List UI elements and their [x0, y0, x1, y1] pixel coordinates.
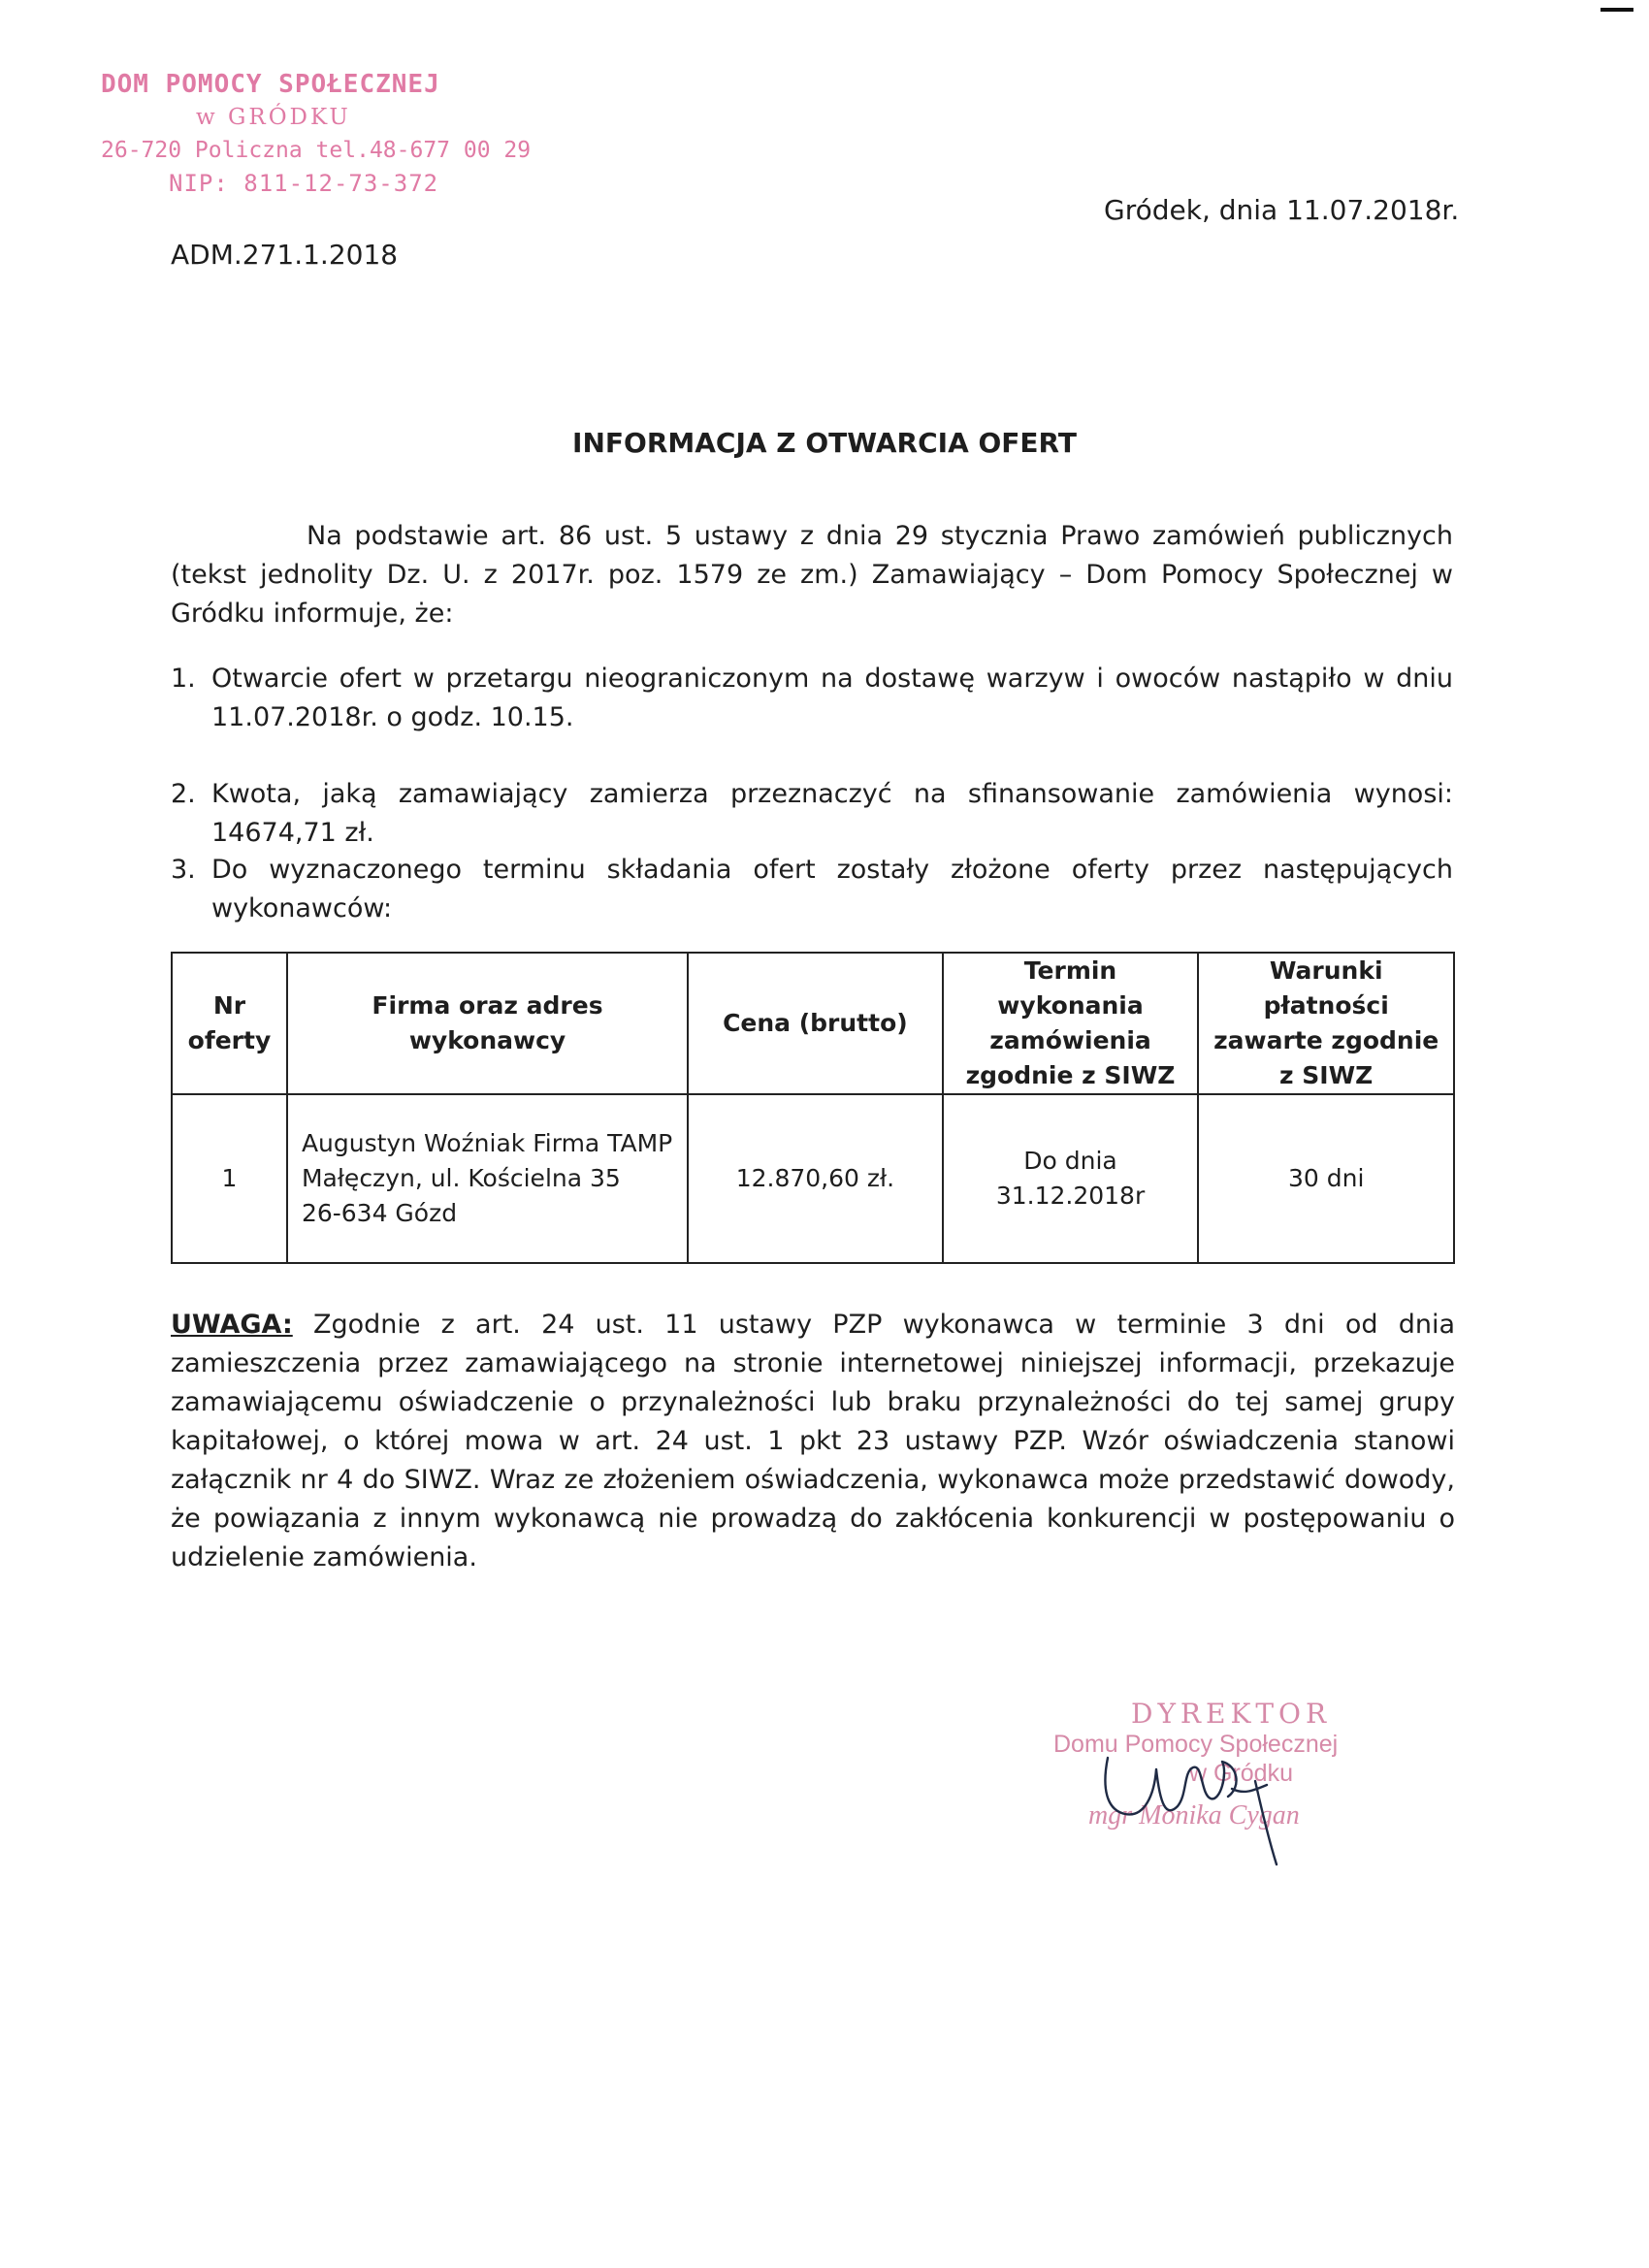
table-header-row	[172, 953, 1454, 1094]
note-text: Zgodnie z art. 24 ust. 11 ustawy PZP wykonawca w terminie 3 dni od dnia zamieszczenia przez zamawiającego na stronie internetowej niniejszej informacji, przekazuje zamawiającemu oświadczenie o przynależności lub braku przynależności do tej samej grupy kapitałowej, o której mowa w art. 24 ust. 1 pkt 23 ustawy PZP. Wzór oświadczenia stanowi załącznik nr 4 do SIWZ. Wraz ze złożeniem oświadczenia, wykonawca może przedstawić dowody, że powiązania z innym wykonawcą nie prowadzą do zakłócenia konkurencji w postępowaniu o udzielenie zamówienia.	[171, 1310, 1455, 1572]
list-item	[171, 851, 1453, 928]
list-item-text: Otwarcie ofert w przetargu nieograniczonym na dostawę warzyw i owoców nastąpiło w dniu 11.07.2018r. o godz. 10.15.	[211, 664, 1453, 732]
signature-stamp	[1048, 1698, 1397, 1872]
date-line: Gródek, dnia 11.07.2018r.	[1104, 194, 1460, 226]
header-price: Cena (brutto)	[688, 953, 943, 1094]
cell-offer-number: 1	[172, 1094, 287, 1263]
signature-stamp-line-2: Domu Pomocy Społecznej	[1053, 1731, 1339, 1758]
header-contractor: Firma oraz adres wykonawcy	[287, 953, 688, 1094]
intro-paragraph	[171, 517, 1453, 633]
signature-stamp-line-3: w Gródku	[1189, 1760, 1293, 1787]
offers-table	[171, 952, 1455, 1264]
stamp-line-1: DOM POMOCY SPOŁECZNEJ	[101, 70, 440, 99]
document-title: INFORMACJA Z OTWARCIA OFERT	[572, 427, 1077, 459]
signature-stamp-line-1: DYREKTOR	[1131, 1698, 1332, 1730]
note-paragraph	[171, 1306, 1455, 1577]
stamp-line-2: w GRÓDKU	[196, 105, 351, 130]
list-item-number: 2.	[171, 779, 196, 809]
intro-text: Na podstawie art. 86 ust. 5 ustawy z dnia 29 stycznia Prawo zamówień publicznych (tekst jednolity Dz. U. z 2017r. poz. 1579 ze zm.) Zamawiający – Dom Pomocy Społecznej w Gródku informuje, że:	[171, 521, 1453, 629]
list-item-number: 1.	[171, 664, 196, 694]
list-item-text: Kwota, jaką zamawiający zamierza przeznaczyć na sfinansowanie zamówienia wynosi: 14674,71 zł.	[211, 779, 1453, 848]
handwritten-signature	[1048, 1698, 1397, 1872]
list-item	[171, 660, 1453, 737]
signature-stamp-line-4: mgr Monika Cygan	[1088, 1800, 1300, 1831]
stamp-line-4: NIP: 811-12-73-372	[169, 170, 439, 197]
cell-price: 12.870,60 zł.	[688, 1094, 943, 1263]
institution-stamp	[101, 68, 532, 200]
header-deadline: Termin wykonania zamówienia zgodnie z SIWZ	[943, 953, 1199, 1094]
cell-contractor: Augustyn Woźniak Firma TAMP Małęczyn, ul. Kościelna 35 26-634 Gózd	[287, 1094, 688, 1263]
page-edge-mark	[1600, 8, 1633, 12]
header-offer-number: Nr oferty	[172, 953, 287, 1094]
list-item	[171, 775, 1453, 853]
table-row	[172, 1094, 1454, 1263]
list-item-number: 3.	[171, 855, 196, 885]
reference-number: ADM.271.1.2018	[171, 239, 399, 271]
stamp-line-3: 26-720 Policzna tel.48-677 00 29	[101, 138, 532, 163]
note-label: UWAGA:	[171, 1310, 293, 1340]
list-item-text: Do wyznaczonego terminu składania ofert zostały złożone oferty przez następujących wykonawców:	[211, 855, 1453, 923]
header-payment-terms: Warunki płatności zawarte zgodnie z SIWZ	[1198, 953, 1454, 1094]
cell-payment-terms: 30 dni	[1198, 1094, 1454, 1263]
cell-deadline: Do dnia 31.12.2018r	[943, 1094, 1199, 1263]
